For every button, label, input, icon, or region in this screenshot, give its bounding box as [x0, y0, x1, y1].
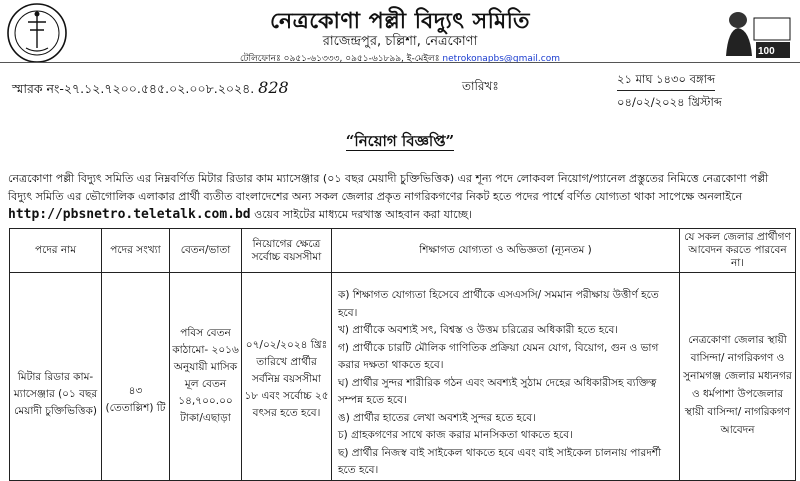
- header-qualification: শিক্ষাগত যোগ্যতা ও অভিজ্ঞতা (ন্যূনতম ): [332, 229, 680, 273]
- website-link[interactable]: http://pbsnetro.teletalk.com.bd: [8, 207, 251, 222]
- header-salary: বেতন/ভাতা: [170, 229, 242, 273]
- date-label: তারিখঃ: [462, 79, 499, 93]
- organization-title: নেত্রকোণা পল্লী বিদ্যুৎ সমিতি: [270, 8, 530, 34]
- table-header-row: [10, 229, 796, 273]
- notice-title-text: “নিয়োগ বিজ্ঞপ্তি”: [345, 132, 455, 150]
- organization-address: রাজেন্দ্রপুর, চল্লিশা, নেত্রকোণা: [322, 34, 478, 49]
- contact-line: [0, 51, 800, 66]
- cell-eligible: নেত্রকোণা জেলার স্থায়ী বাসিন্দা/ নাগরিকগণ ও সুনামগঞ্জ জেলার মধ্যনগর ও ধর্মপাশা উপজেলার স্থায়ী বাসিন্দা/ নাগরিকগণ আবেদন: [680, 273, 796, 481]
- notice-body-tail: ওয়েব সাইটের মাধ্যমে দরখাস্ত আহবান করা যাচ্ছে।: [254, 208, 472, 221]
- memo-text: স্মারক নং-২৭.১২.৭২০০.৫৪৫.০২.০০৮.২০২৪.: [12, 81, 255, 96]
- date-block: [617, 68, 722, 113]
- qualification-item: খ) প্রার্থীকে অবশ্যই সৎ, বিশ্বস্ত ও উত্তম চরিত্রের অধিকারী হতে হবে।: [338, 324, 619, 336]
- vacancy-table: [9, 228, 796, 481]
- notice-body-text: নেত্রকোণা পল্লী বিদ্যুৎ সমিতি এর নিম্নবর্ণিত মিটার রিডার কাম ম্যাসেঞ্জার (০১ বছর মেয়াদী চুক্তিভিত্তিক) এর শূন্য পদে লোকবল নিয়োগ/প্যানেল প্রস্তুতের নিমিত্তে নেত্রকোণা পল্লী বিদ্যুৎ সমিতি এর ভৌগোলিক এলাকার প্রার্থী ব্যতীত বাংলাদেশের অন্য সকল জেলার প্রকৃত নাগরিকগণের নিকট হতে পদের পার্শ্বে বর্ণিত যোগ্যতা থাকা সাপেক্ষে অনলাইনে: [8, 172, 769, 203]
- cell-age: ০৭/০২/২০২৪ খ্রিঃ তারিখে প্রার্থীর সর্বনিম্ন বয়সসীমা ১৮ এবং সর্বোচ্চ ২৫ বৎসর হতে হবে।: [242, 273, 332, 481]
- memo-handwritten-number: 828: [258, 78, 289, 97]
- contact-email[interactable]: netrokonapbs@gmail.com: [442, 54, 561, 64]
- header-age: নিয়োগের ক্ষেত্রে সর্বোচ্চ বয়সসীমা: [242, 229, 332, 273]
- qualification-item: ঘ) প্রার্থীর সুন্দর শারীরিক গঠন এবং অবশ্যই সুঠাম দেহের অধিকারীসহ ব্যক্তিত্ব সম্পন্ন হতে হবে।: [338, 376, 657, 406]
- cell-qualification: [332, 273, 680, 481]
- qualification-item: গ) প্রার্থীকে চারটি মৌলিক গাণিতিক প্রক্রিয়া যেমন যোগ, বিয়োগ, গুন ও ভাগ করার দক্ষতা থাকতে হবে।: [338, 341, 659, 371]
- header-eligible: যে সকল জেলার প্রার্থীগণ আবেদন করতে পারবেন না।: [680, 229, 796, 273]
- qualification-item: চ) গ্রাহকগণের সাথে কাজ করার মানসিকতা থাকতে হবে।: [338, 429, 573, 441]
- header-divider: [0, 62, 800, 63]
- notice-title: [0, 130, 800, 155]
- header-count: পদের সংখ্যা: [102, 229, 170, 273]
- qualification-item: ছ) প্রার্থীর নিজস্ব বাই সাইকেল থাকতে হবে এবং বাই সাইকেল চালনায় পারদর্শী হতে হবে।: [338, 446, 661, 476]
- svg-text:100: 100: [758, 46, 775, 57]
- cell-count: ৪৩ (তেতাল্লিশ) টি: [102, 273, 170, 481]
- cell-post: মিটার রিডার কাম- ম্যাসেঞ্জার (০১ বছর মেয়াদী চুক্তিভিত্তিক): [10, 273, 102, 481]
- mujib-centenary-badge: [698, 6, 794, 62]
- qualification-item: ঙ) প্রার্থীর হাতের লেখা অবশ্যই সুন্দর হতে হবে।: [338, 411, 536, 424]
- memo-number: [12, 78, 289, 101]
- qualification-item: ক) শিক্ষাগত যোগ্যতা হিসেবে প্রার্থীকে এসএসসি/ সমমান পরীক্ষায় উত্তীর্ণ হতে হবে।: [338, 289, 659, 319]
- date-english: ০৪/০২/২০২৪ খ্রিস্টাব্দ: [617, 95, 722, 109]
- table-row: [10, 273, 796, 481]
- cell-salary: পবিস বেতন কাঠামো- ২০১৬ অনুযায়ী মাসিক মূল বেতন ১৪,৭০০.০০ টাকা/এছাড়া: [170, 273, 242, 481]
- notice-body: [8, 170, 792, 224]
- header-post: পদের নাম: [10, 229, 102, 273]
- contact-phones: টেলিফোনঃ ০৯৫১-৬১৩৩৩, ০৯৫১-৬১৮৯৯, ই-মেইলঃ: [239, 54, 440, 64]
- date-bangla: ২১ মাঘ ১৪৩০ বঙ্গাব্দ: [617, 68, 715, 91]
